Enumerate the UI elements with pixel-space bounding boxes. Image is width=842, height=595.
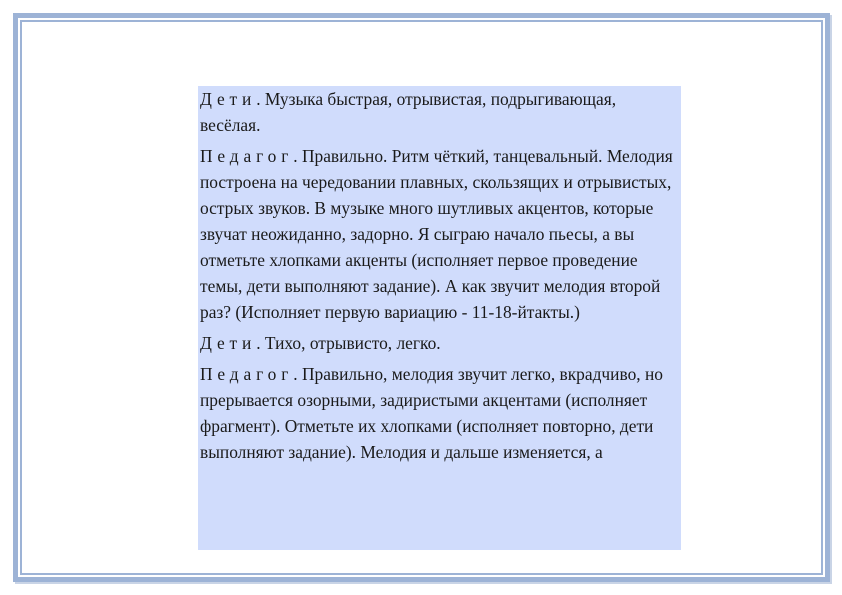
dialogue-text-block (198, 86, 681, 550)
paragraph-text: . Правильно. Ритм чёткий, танцевальный. Мелодия построена на чередовании плавных, скользящих и отрывистых, острых звуков. В музыке много шутливых акцентов, которые звучат неожиданно, задорно. Я сыграю начало пьесы, а вы отметьте хлопками акценты (исполняет первое проведение темы, дети выполняют задание). А как звучит мелодия второй раз? (Исполняет первую вариацию - 11-18-йтакты.) (200, 146, 673, 322)
paragraph-text: . Правильно, мелодия звучит легко, вкрадчиво, но прерывается озорными, задиристыми акцентами (исполняет фрагмент). Отметьте их хлопками (исполняет повторно, дети выполняют задание). Мелодия и дальше изменяется, а (200, 364, 663, 462)
dialogue-paragraph (200, 361, 679, 465)
speaker-label: Дети (200, 89, 257, 109)
dialogue-paragraph (200, 330, 679, 356)
speaker-label: Педагог (200, 364, 294, 384)
dialogue-paragraph (200, 86, 679, 138)
dialogue-paragraph (200, 143, 679, 325)
speaker-label: Дети (200, 333, 257, 353)
paragraph-text: . Музыка быстрая, отрывистая, подрыгивающая, весёлая. (200, 89, 617, 135)
paragraph-text: . Тихо, отрывисто, легко. (256, 333, 441, 353)
speaker-label: Педагог (200, 146, 294, 166)
